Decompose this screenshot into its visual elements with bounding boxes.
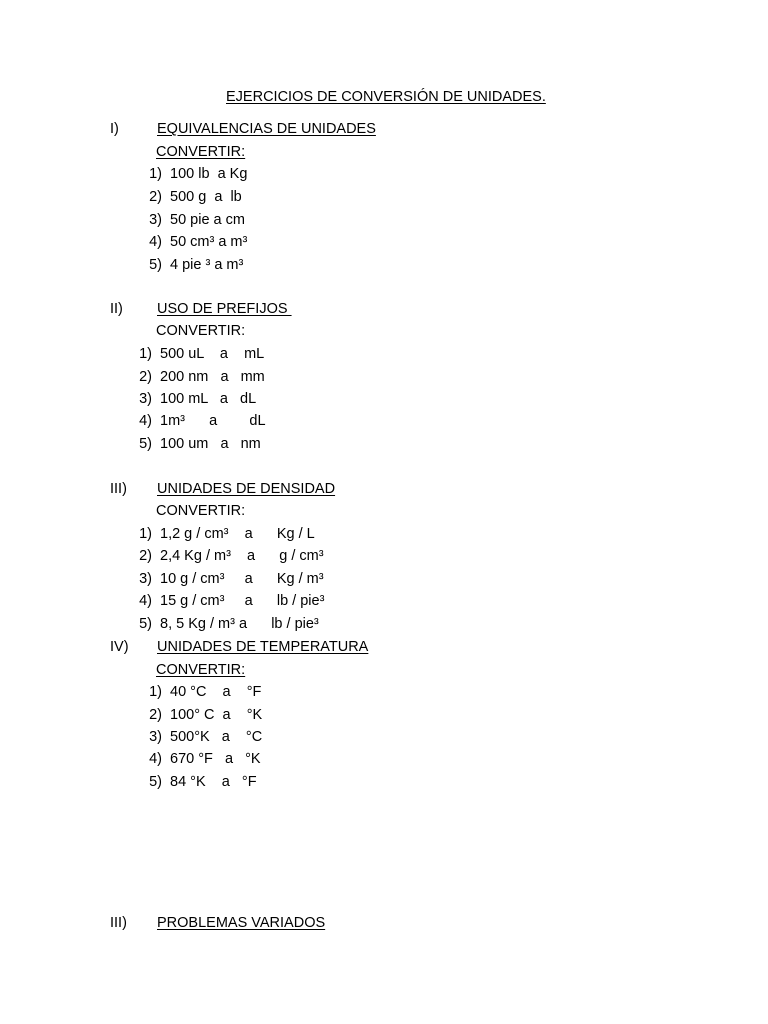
section-3-title: UNIDADES DE DENSIDAD [157, 481, 336, 497]
section-4-item-3-text: 500°K a °C [170, 729, 263, 745]
section-1-title: EQUIVALENCIAS DE UNIDADES [157, 121, 376, 137]
section-1-item-1-number: 1) [149, 166, 162, 182]
document-title: EJERCICIOS DE CONVERSIÓN DE UNIDADES. [226, 89, 546, 105]
section-1-item-4-number: 4) [149, 234, 162, 250]
section-4-item-2-number: 2) [149, 707, 162, 723]
section-3-item-2-number: 2) [139, 548, 152, 564]
section-3-item-5-number: 5) [139, 616, 152, 632]
section-4-numeral: IV) [110, 639, 129, 655]
section-2-title: USO DE PREFIJOS [157, 301, 292, 317]
section-3-item-1-text: 1,2 g / cm³ a Kg / L [160, 526, 315, 542]
section-4-item-1-number: 1) [149, 684, 162, 700]
section-1-item-4-text: 50 cm³ a m³ [170, 234, 248, 250]
section-3-item-4-text: 15 g / cm³ a lb / pie³ [160, 593, 325, 609]
section-2-item-1-text: 500 uL a mL [160, 346, 265, 362]
section-1-item-3-text: 50 pie a cm [170, 212, 245, 228]
section-2-item-5-number: 5) [139, 436, 152, 452]
section-1-item-2-text: 500 g a lb [170, 189, 242, 205]
section-2-convert-label: CONVERTIR: [156, 323, 246, 339]
section-2-item-4-number: 4) [139, 413, 152, 429]
section-4-item-1-text: 40 °C a °F [170, 684, 262, 700]
section-2-item-3-number: 3) [139, 391, 152, 407]
section-3-item-5-text: 8, 5 Kg / m³ a lb / pie³ [160, 616, 319, 632]
section-2-item-4-text: 1m³ a dL [160, 413, 266, 429]
section-4-item-5-number: 5) [149, 774, 162, 790]
section-4-item-4-text: 670 °F a °K [170, 751, 261, 767]
section-4-item-4-number: 4) [149, 751, 162, 767]
section-1-convert-label: CONVERTIR: [156, 144, 246, 160]
section-5-numeral: III) [110, 915, 127, 931]
section-3-item-1-number: 1) [139, 526, 152, 542]
section-2-item-1-number: 1) [139, 346, 152, 362]
section-4-convert-label: CONVERTIR: [156, 662, 246, 678]
section-4-item-5-text: 84 °K a °F [170, 774, 257, 790]
section-3-item-4-number: 4) [139, 593, 152, 609]
section-1-item-3-number: 3) [149, 212, 162, 228]
section-4-item-2-text: 100° C a °K [170, 707, 263, 723]
section-2-item-5-text: 100 um a nm [160, 436, 261, 452]
section-2-numeral: II) [110, 301, 123, 317]
section-3-item-3-text: 10 g / cm³ a Kg / m³ [160, 571, 324, 587]
section-2-item-2-number: 2) [139, 369, 152, 385]
section-2-item-2-text: 200 nm a mm [160, 369, 265, 385]
section-4-item-3-number: 3) [149, 729, 162, 745]
section-1-item-5-number: 5) [149, 257, 162, 273]
section-1-item-2-number: 2) [149, 189, 162, 205]
section-4-title: UNIDADES DE TEMPERATURA [157, 639, 369, 655]
section-1-item-1-text: 100 lb a Kg [170, 166, 248, 182]
section-3-numeral: III) [110, 481, 127, 497]
section-3-item-3-number: 3) [139, 571, 152, 587]
section-5-title: PROBLEMAS VARIADOS [157, 915, 326, 931]
section-3-item-2-text: 2,4 Kg / m³ a g / cm³ [160, 548, 324, 564]
section-1-numeral: I) [110, 121, 119, 137]
section-2-item-3-text: 100 mL a dL [160, 391, 257, 407]
section-1-item-5-text: 4 pie ³ a m³ [170, 257, 244, 273]
section-3-convert-label: CONVERTIR: [156, 503, 246, 519]
